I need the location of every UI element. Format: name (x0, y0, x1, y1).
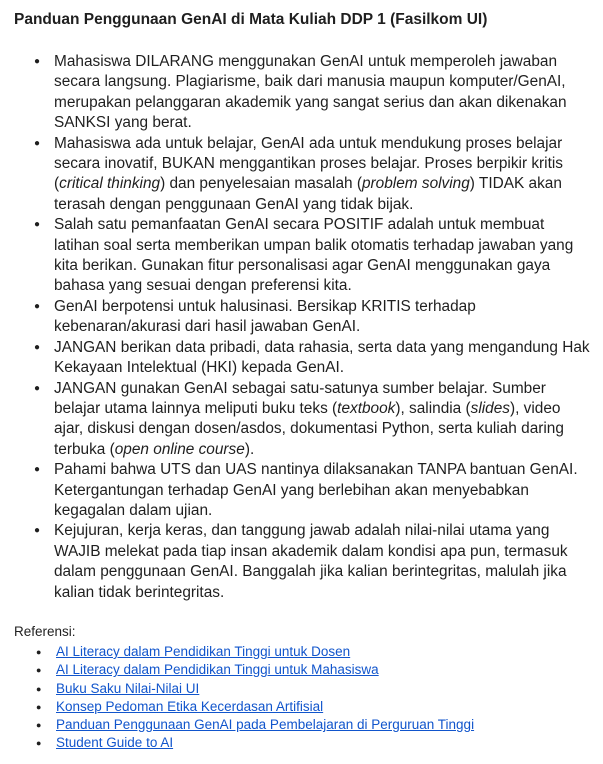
document-title: Panduan Penggunaan GenAI di Mata Kuliah DDP 1 (Fasilkom UI) (14, 11, 488, 28)
reference-link-ai-literacy-dosen[interactable]: AI Literacy dalam Pendidikan Tinggi untuk Dosen (56, 643, 351, 659)
reference-link-etika-ai[interactable]: Konsep Pedoman Etika Kecerdasan Artifisial (56, 698, 324, 714)
rule-item (54, 521, 591, 603)
reference-item (56, 734, 591, 752)
rule-term: slides (470, 399, 510, 417)
reference-item (56, 680, 591, 698)
rules-list (14, 52, 591, 603)
references-list (14, 643, 591, 753)
rule-text: Kejujuran, kerja keras, dan tanggung jawab adalah nilai-nilai utama yang WAJIB melekat pada tiap insan akademik dalam kondisi apa pun, termasuk dalam penggunaan GenAI. Banggalah jika kalian berintegritas, malulah jika kalian tidak berintegritas. (54, 522, 568, 601)
reference-item (56, 716, 591, 734)
rule-text: ) dan penyelesaian masalah ( (160, 175, 362, 193)
reference-link-panduan-genai[interactable]: Panduan Penggunaan GenAI pada Pembelajaran di Perguruan Tinggi (56, 717, 475, 733)
reference-link-student-guide[interactable]: Student Guide to AI (56, 735, 174, 751)
rule-text: ), video ajar, diskusi dengan dosen/asdos, dokumentasi Python, serta kuliah daring terbuka ( (54, 399, 564, 458)
references-label: Referensi: (14, 623, 76, 639)
reference-item (56, 661, 591, 679)
rule-item (54, 134, 591, 216)
rule-term: open online course (114, 440, 245, 458)
rule-text: Salah satu pemanfaatan GenAI secara POSITIF adalah untuk membuat latihan soal serta memberikan umpan balik otomatis terhadap jawaban yang kita berikan. Gunakan fitur personalisasi agar GenAI menggunakan gaya bahasa yang sesuai dengan preferensi kita. (54, 216, 574, 295)
rule-item (54, 338, 591, 379)
rule-text: Pahami bahwa UTS dan UAS nantinya dilaksanakan TANPA bantuan GenAI. Ketergantungan terhadap GenAI yang berlebihan akan menyebabkan kegagalan dalam ujian. (54, 461, 578, 519)
rule-text: GenAI berpotensi untuk halusinasi. Bersikap KRITIS terhadap kebenaran/akurasi dari hasil jawaban GenAI. (54, 297, 476, 336)
rule-item (54, 460, 591, 521)
reference-link-ai-literacy-mahasiswa[interactable]: AI Literacy dalam Pendidikan Tinggi untuk Mahasiswa (56, 662, 379, 678)
rule-term: problem solving (362, 175, 470, 193)
rule-text: ), salindia ( (395, 399, 471, 417)
rule-term: critical thinking (59, 175, 161, 193)
reference-item (56, 698, 591, 716)
rule-text: JANGAN gunakan GenAI sebagai satu-satunya sumber belajar. Sumber belajar utama lainnya meliputi buku teks ( (54, 379, 546, 417)
rule-item (54, 379, 591, 461)
rule-text: Mahasiswa DILARANG menggunakan GenAI untuk memperoleh jawaban secara langsung. Plagiarisme, baik dari manusia maupun komputer/GenAI, merupakan pelanggaran akademik yang sangat serius dan akan dikenakan SANKSI yang berat. (54, 53, 567, 132)
rule-text: JANGAN berikan data pribadi, data rahasia, serta data yang mengandung Hak Kekayaan Intelektual (HKI) kepada GenAI. (54, 338, 590, 377)
rule-item (54, 52, 591, 134)
rule-text: ). (244, 440, 255, 458)
rule-term: textbook (337, 399, 396, 417)
rule-text: ) TIDAK akan terasah dengan penggunaan GenAI yang tidak bijak. (54, 175, 562, 213)
reference-link-buku-saku[interactable]: Buku Saku Nilai-Nilai UI (56, 680, 200, 696)
rule-item (54, 215, 591, 297)
rule-text: Mahasiswa ada untuk belajar, GenAI ada untuk mendukung proses belajar secara inovatif, BUKAN menggantikan proses belajar. Proses berpikir kritis ( (54, 134, 563, 193)
reference-item (56, 643, 591, 661)
rule-item (54, 297, 591, 338)
